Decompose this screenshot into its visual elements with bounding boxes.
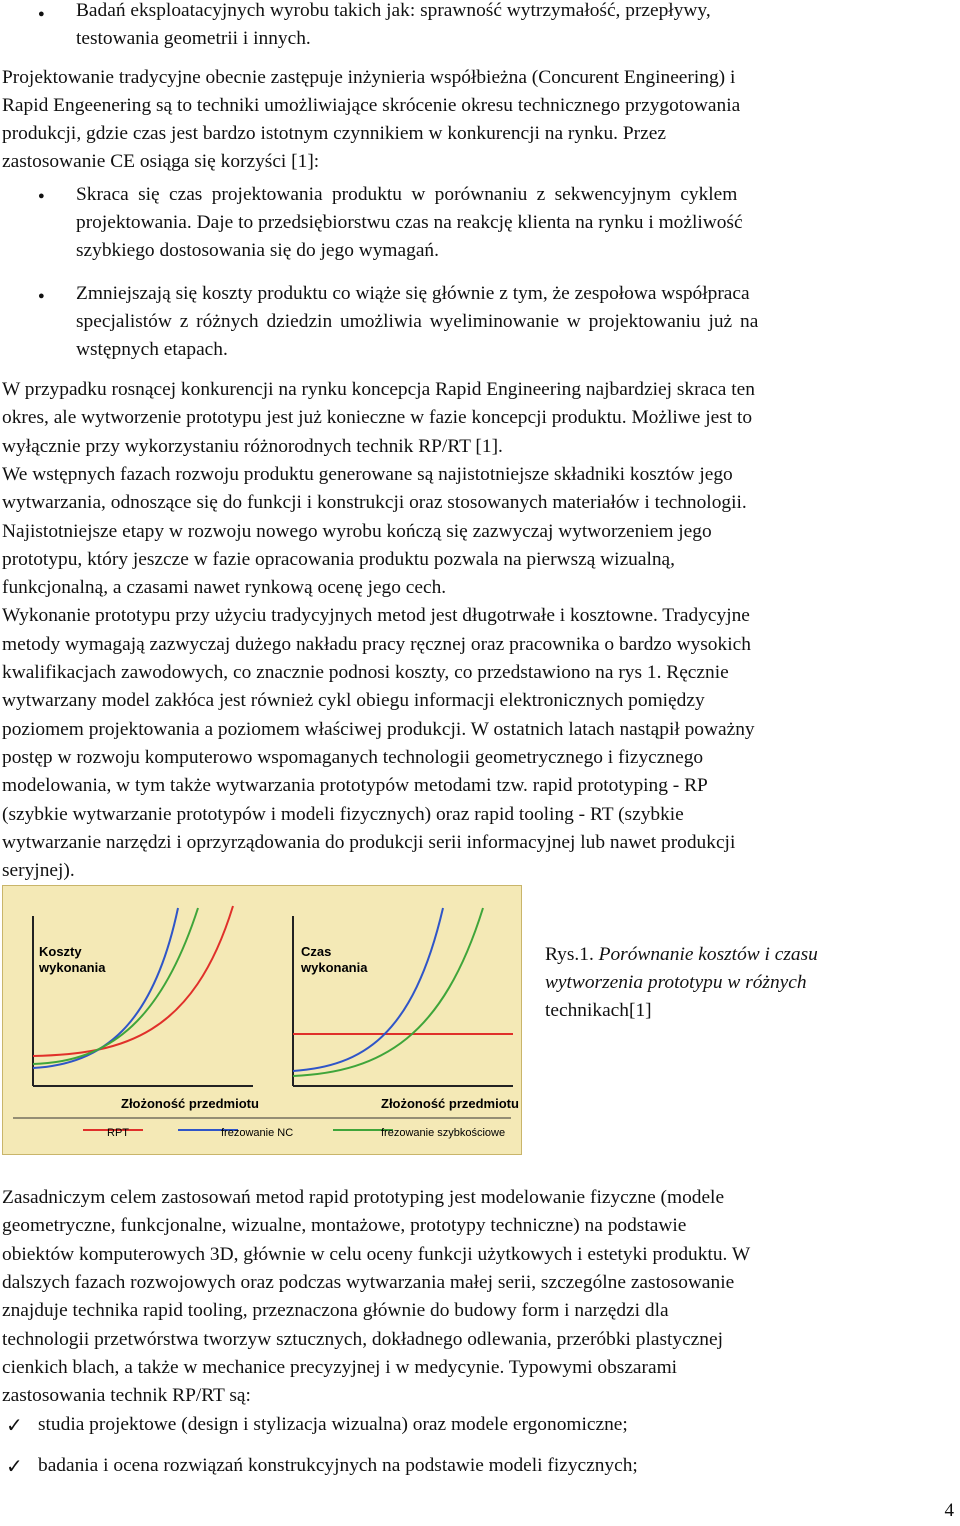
legend-nc: frezowanie NC — [221, 1127, 294, 1139]
curve-hsc-time — [293, 908, 483, 1076]
bullet-dot: ● — [38, 290, 45, 302]
para-line: Najistotniejsze etapy w rozwoju nowego wyrobu kończą się zazwyczaj wytworzeniem jego — [2, 520, 712, 542]
legend — [13, 1118, 511, 1139]
chart-left-ylabel-2: wykonania — [39, 960, 106, 975]
para-line: wytwarzany model zakłóca jest również cykl obiegu informacji elektronicznych pomiędzy — [2, 690, 705, 712]
para-line: metody wymagają zazwyczaj dużego nakładu pracy ręcznej oraz pracownika o bardzo wysokich — [2, 633, 751, 655]
chart-right-xlabel: Złożoność przedmiotu — [381, 1096, 519, 1111]
para-line: kwalifikacjach zawodowych, co znacznie podnosi koszty, co przedstawiono na rys 1. Ręcznie — [2, 662, 729, 683]
para-line: prototypu, który jeszcze w fazie opracowania produktu pozwala na pierwszą wizualną, — [2, 548, 676, 570]
para-line: postęp w rozwoju komputerowo wspomaganych technologii geometrycznego i fizycznego — [2, 746, 704, 768]
chart-left-ylabel-1: Koszty — [39, 944, 82, 959]
text: Badań eksploatacyjnych wyrobu takich jak: sprawność wytrzymałość, przepływy, — [76, 0, 711, 21]
para-line: funkcjonalną, a czasami nawet rynkową ocenę jego cech. — [2, 577, 447, 599]
para-line: produkcji, gdzie czas jest bardzo istotnym czynnikiem w konkurencji na rynku. Przez — [2, 123, 666, 144]
figure-caption-3: technikach[1] — [545, 1000, 652, 1021]
chart-left-xlabel: Złożoność przedmiotu — [121, 1096, 259, 1111]
caption-italic-2: wytworzenia prototypu w różnych — [545, 972, 807, 993]
bullet-dot: ● — [38, 8, 45, 20]
figure-rys1 — [2, 885, 522, 1155]
legend-rpt: RPT — [107, 1127, 129, 1139]
bullet-line: testowania geometrii i innych. — [76, 28, 311, 49]
para-line: obiektów komputerowych 3D, głównie w celu oceny funkcji użytkowych i estetyki produktu. W — [2, 1243, 751, 1265]
bullet-line: projektowania. Daje to przedsiębiorstwu czas na reakcję klienta na rynku i możliwość — [76, 212, 743, 233]
para-line: wytwarzanie narzędzi i oprzyrządowania do produkcji serii informacyjnej lub nawet produkcji — [2, 831, 736, 853]
para-line: Zasadniczym celem zastosowań metod rapid prototyping jest modelowanie fizyczne (modele — [2, 1187, 725, 1208]
para-line: zastosowanie CE osiąga się korzyści [1]: — [2, 151, 320, 172]
chart-left — [33, 906, 259, 1111]
para-line: W przypadku rosnącej konkurencji na rynku koncepcja Rapid Engineering najbardziej skraca ten — [2, 379, 755, 400]
chart-right-ylabel-2: wykonania — [301, 960, 368, 975]
bullet-line: specjalistów z różnych dziedzin umożliwia wyeliminowanie w projektowaniu już na — [76, 311, 759, 332]
check-icon: ✓ — [6, 1454, 23, 1478]
para-line: zastosowania technik RP/RT są: — [2, 1385, 251, 1407]
bullet-line — [76, 0, 956, 25]
para-line: Wykonanie prototypu przy użyciu tradycyjnych metod jest długotrwałe i kosztowne. Tradycyjne — [2, 605, 750, 627]
para-line: wyłącznie przy wykorzystaniu różnorodnych technik RP/RT [1]. — [2, 435, 503, 457]
para-line: poziomem projektowania a poziomem właściwej produkcji. W ostatnich latach nastąpił poważny — [2, 718, 755, 740]
bullet-line: Skraca się czas projektowania produktu w porównaniu z sekwencyjnym cyklem — [76, 184, 738, 205]
para-line: wytwarzania, odnoszące się do funkcji i konstrukcji oraz stosowanych materiałów i technologii. — [2, 492, 747, 514]
caption-italic-1: Porównanie kosztów i czasu — [593, 944, 818, 965]
para-line: (szybkie wytwarzanie prototypów i modeli fizycznych) oraz rapid tooling - RT (szybkie — [2, 803, 684, 825]
para-line: Rapid Engeenering są to techniki umożliwiające skrócenie okresu technicznego przygotowania — [2, 95, 741, 116]
para-line: We wstępnych fazach rozwoju produktu generowane są najistotniejsze składniki kosztów jego — [2, 463, 733, 485]
page-number: 4 — [944, 1500, 954, 1521]
chart-right — [293, 908, 519, 1111]
para-line: dalszych fazach rozwojowych oraz podczas wytwarzania małej serii, szczególne zastosowanie — [2, 1271, 735, 1293]
para-line: modelowania, w tym także wytwarzania prototypów metodami tzw. rapid prototyping - RP — [2, 775, 708, 797]
bullet-dot: ● — [38, 190, 45, 202]
figure-caption-2 — [545, 969, 945, 997]
bullet-line: Zmniejszają się koszty produktu co wiąże się głównie z tym, że zespołowa współpraca — [76, 283, 750, 304]
para-line: okres, ale wytworzenie prototypu jest już konieczne w fazie koncepcji produktu. Możliwe jest to — [2, 407, 753, 429]
legend-hsc: frezowanie szybkościowe — [381, 1127, 506, 1139]
curve-nc-time — [293, 908, 443, 1071]
para-line: Projektowanie tradycyjne obecnie zastępuje inżynieria współbieżna (Concurent Engineering) i — [2, 67, 736, 88]
caption-prefix: Rys.1. — [545, 944, 594, 965]
para-line: znajduje technika rapid tooling, przeznaczona głównie do budowy form i narzędzi dla — [2, 1300, 669, 1322]
para-line: seryjnej). — [2, 860, 75, 882]
bullet-line: szybkiego dostosowania się do jego wymagań. — [76, 240, 439, 261]
bullet-line: wstępnych etapach. — [76, 339, 228, 360]
para-line: cienkich blach, a także w mechanice precyzyjnej i w medycynie. Typowymi obszarami — [2, 1356, 678, 1378]
figure-caption — [545, 941, 945, 969]
checklist-item: badania i ocena rozwiązań konstrukcyjnych na podstawie modeli fizycznych; — [38, 1455, 638, 1476]
para-line: technologii przetwórstwa tworzyw sztucznych, dokładnego odlewania, przeróbki plastycznej — [2, 1328, 723, 1350]
checklist-item: studia projektowe (design i stylizacja wizualna) oraz modele ergonomiczne; — [38, 1414, 628, 1435]
curve-nc-cost — [33, 908, 178, 1068]
para-line: geometryczne, funkcjonalne, wizualne, montażowe, prototypy techniczne) na podstawie — [2, 1215, 687, 1237]
check-icon: ✓ — [6, 1413, 23, 1437]
chart-right-ylabel-1: Czas — [301, 944, 332, 959]
figure-svg — [3, 886, 521, 1154]
curve-rpt-cost — [33, 906, 233, 1056]
